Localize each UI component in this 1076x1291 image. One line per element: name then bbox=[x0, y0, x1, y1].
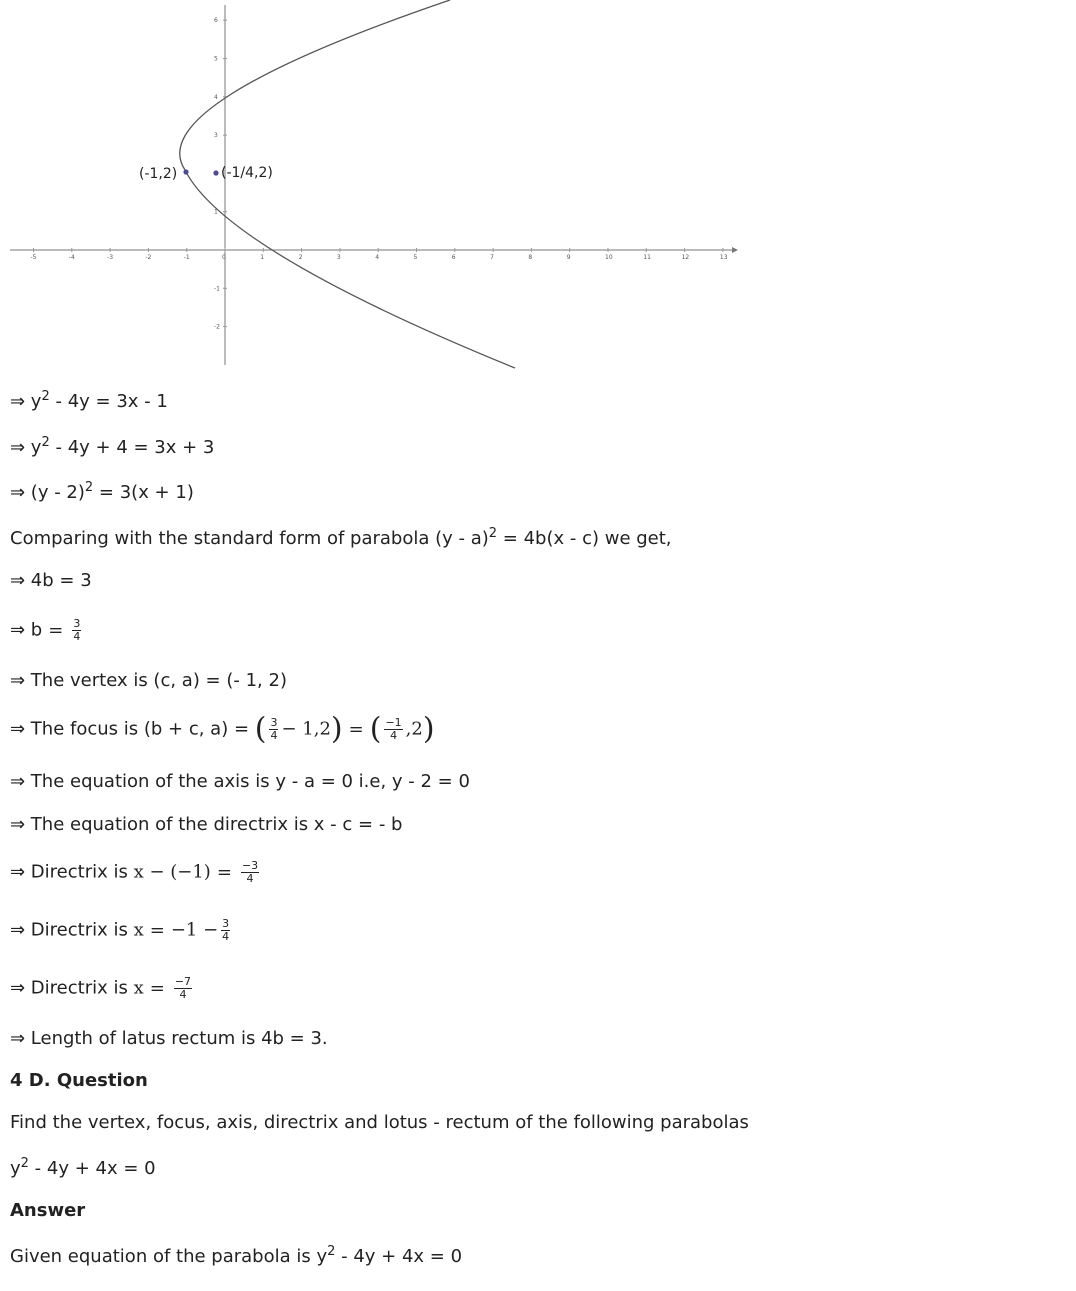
y-tick-label: 3 bbox=[214, 132, 218, 140]
vertex-text: ⇒ The vertex is (c, a) = (- 1, 2) bbox=[10, 670, 287, 691]
axis-text: ⇒ The equation of the axis is y - a = 0 i.e, y - 2 = 0 bbox=[10, 771, 470, 792]
x-tick-label: 7 bbox=[490, 254, 494, 261]
x-tick-label: 0 bbox=[222, 254, 226, 261]
x-tick-label: -2 bbox=[145, 254, 152, 261]
x-tick-label: 4 bbox=[375, 254, 380, 261]
x-tick-label: 9 bbox=[566, 254, 571, 261]
x-tick-label: 5 bbox=[413, 254, 418, 261]
equation-line-2: ⇒ $y^2 - 4y + 4 = 3x + 3$ bbox=[10, 435, 215, 458]
equation-line-1: ⇒ $y^2 - 4y = 3x - 1$ bbox=[10, 389, 168, 412]
equation-b: ⇒ b = $\frac{3}{4}$ bbox=[10, 617, 81, 643]
answer-label: Answer bbox=[10, 1200, 86, 1221]
y-tick-label: 6 bbox=[214, 17, 218, 25]
x-tick-label: 3 bbox=[336, 254, 341, 261]
directrix-line-3: ⇒ Directrix is x = $\frac{-7}{4}$ bbox=[10, 975, 192, 1001]
x-tick-label: 2 bbox=[298, 254, 303, 261]
y-tick-label: -1 bbox=[214, 285, 220, 293]
y-tick-label: -2 bbox=[214, 323, 220, 331]
x-tick-label: 13 bbox=[719, 254, 728, 261]
x-tick-label: -1 bbox=[183, 254, 190, 261]
question-text: Find the vertex, focus, axis, directrix and lotus - rectum of the following parabolas bbox=[10, 1112, 749, 1133]
vertex-point bbox=[183, 169, 188, 174]
focus-point bbox=[213, 170, 218, 175]
x-tick-label: 1 bbox=[260, 254, 265, 261]
focus-text: ⇒ The focus is (b + c, a) = ( $\frac{3}{4}$ − 1,2) = ( $\frac{-1}{4}$ ,2) bbox=[10, 711, 435, 747]
comparison-text: Comparing with the standard form of parabola (y - a)$^2$ = 4b(x - c) we get, bbox=[10, 526, 672, 549]
parabola-graph bbox=[0, 0, 740, 375]
directrix-line-2: ⇒ Directrix is x = −1 − $\frac{3}{4}$ bbox=[10, 917, 230, 943]
y-tick-label: 5 bbox=[214, 55, 218, 63]
question-heading: 4 D. Question bbox=[10, 1070, 148, 1091]
x-tick-label: 12 bbox=[681, 254, 690, 261]
x-tick-label: 11 bbox=[643, 254, 651, 261]
x-tick-label: 8 bbox=[528, 254, 533, 261]
given-equation-text: Given equation of the parabola is $y^2 - 4y + 4x = 0$ bbox=[10, 1244, 463, 1267]
x-tick-label: 10 bbox=[605, 254, 613, 261]
equation-4b: ⇒ 4b = 3 bbox=[10, 570, 92, 591]
x-tick-label: -3 bbox=[107, 254, 114, 261]
equation-line-3: ⇒ (y - 2)$^2$ = 3(x + 1) bbox=[10, 480, 194, 503]
fraction-b: $\frac{3}{4}$ bbox=[73, 617, 81, 643]
directrix-equation-text: ⇒ The equation of the directrix is x - c = - b bbox=[10, 814, 403, 835]
vertex-label: (-1,2) bbox=[139, 166, 178, 182]
x-tick-label: -5 bbox=[30, 254, 37, 261]
parabola-curve bbox=[180, 0, 515, 368]
focus-label: (-1/4,2) bbox=[221, 165, 273, 181]
x-tick-label: 6 bbox=[451, 254, 456, 261]
question-equation: $y^2 - 4y + 4x = 0$ bbox=[10, 1156, 156, 1179]
latus-rectum-text: ⇒ Length of latus rectum is 4b = 3. bbox=[10, 1028, 328, 1049]
y-tick-label: 4 bbox=[214, 93, 218, 101]
x-axis-arrow bbox=[732, 247, 738, 253]
y-tick-label: 1 bbox=[214, 208, 218, 216]
directrix-line-1: ⇒ Directrix is x − (−1) = $\frac{-3}{4}$ bbox=[10, 859, 259, 885]
x-tick-label: -4 bbox=[68, 254, 75, 261]
